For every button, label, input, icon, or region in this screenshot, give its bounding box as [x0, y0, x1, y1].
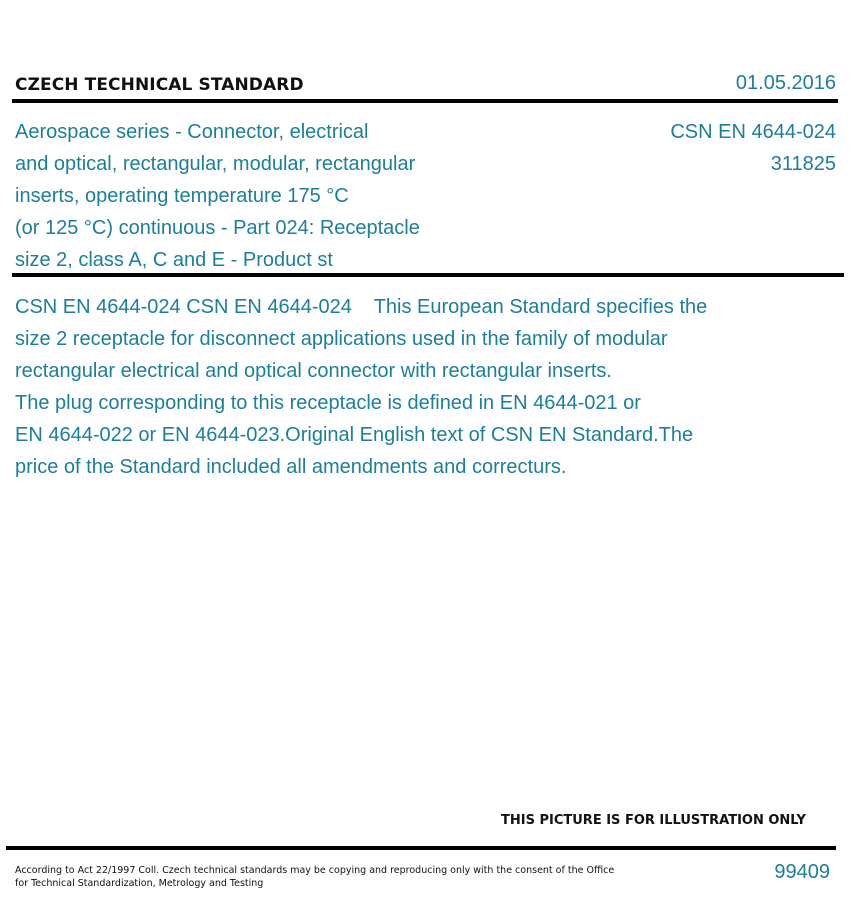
legal-notice-line: for Technical Standardization, Metrology and Testing [15, 878, 264, 889]
description-line: CSN EN 4644-024 CSN EN 4644-024 This European Standard specifies the [15, 296, 708, 318]
document-type-heading: CZECH TECHNICAL STANDARD [15, 75, 304, 95]
legal-notice-line: According to Act 22/1997 Coll. Czech technical standards may be copying and reproducing only with the consent of the Office [15, 865, 615, 876]
classification-number: 311825 [770, 153, 836, 175]
standard-title-line: Aerospace series - Connector, electrical [15, 121, 369, 143]
description-line: EN 4644-022 or EN 4644-023.Original English text of CSN EN Standard.The [15, 424, 694, 446]
description-line: size 2 receptacle for disconnect applications used in the family of modular [15, 328, 668, 350]
standard-title-line: size 2, class A, C and E - Product st [15, 249, 333, 271]
publication-date: 01.05.2016 [735, 72, 836, 94]
illustration-disclaimer: THIS PICTURE IS FOR ILLUSTRATION ONLY [501, 813, 806, 828]
description-line: rectangular electrical and optical connector with rectangular inserts. [15, 360, 612, 382]
standard-title-line: and optical, rectangular, modular, rectangular [15, 153, 416, 175]
description-line: The plug corresponding to this receptacle is defined in EN 4644-021 or [15, 392, 641, 414]
standard-description [15, 291, 795, 483]
standard-title-line: inserts, operating temperature 175 °C [15, 185, 349, 207]
standard-title [15, 116, 475, 276]
standard-code: CSN EN 4644-024 [670, 121, 836, 143]
footer-divider [6, 846, 836, 850]
standard-identifiers [670, 116, 836, 180]
document-number: 99409 [774, 861, 830, 883]
title-divider [12, 273, 844, 277]
description-line: price of the Standard included all amendments and correcturs. [15, 456, 567, 478]
legal-notice [15, 864, 615, 890]
standard-title-line: (or 125 °C) continuous - Part 024: Receptacle [15, 217, 420, 239]
header-divider [12, 99, 838, 103]
